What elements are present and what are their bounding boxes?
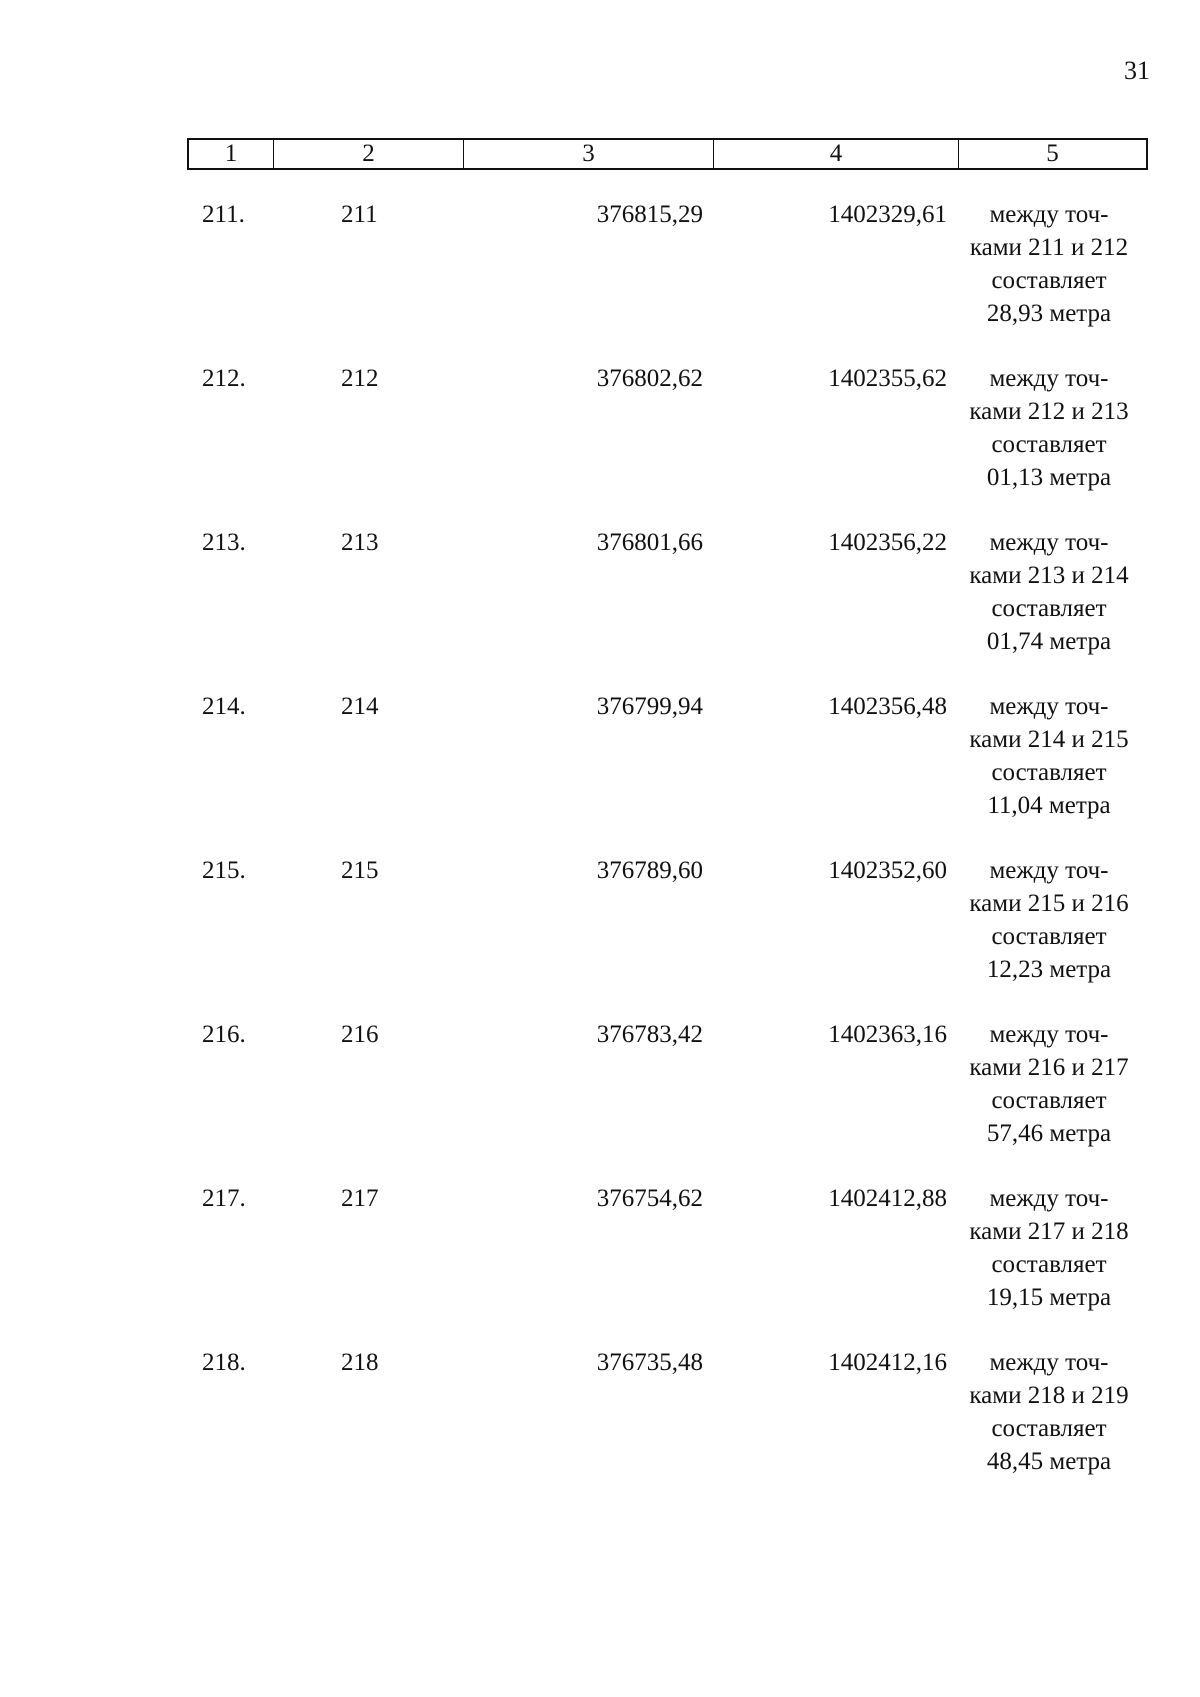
header-cell-1: 1 bbox=[189, 140, 274, 168]
table-row bbox=[0, 198, 1200, 362]
coordinate-y: 1402329,61 bbox=[828, 201, 947, 228]
description-line: 12,23 метра bbox=[986, 956, 1112, 983]
coordinate-x: 376801,66 bbox=[596, 529, 703, 556]
distance-description bbox=[955, 1182, 1143, 1314]
description-line: составляет bbox=[991, 1415, 1107, 1442]
description-line: 48,45 метра bbox=[986, 1448, 1112, 1475]
description-line: 01,13 метра bbox=[986, 464, 1112, 491]
description-line: ками 215 и 216 bbox=[969, 890, 1129, 917]
description-line: ками 216 и 217 bbox=[969, 1054, 1129, 1081]
description-line: между точ- bbox=[989, 693, 1109, 720]
coordinate-x: 376754,62 bbox=[596, 1185, 703, 1212]
row-number: 217. bbox=[202, 1185, 246, 1212]
coordinate-x: 376799,94 bbox=[596, 693, 703, 720]
distance-description bbox=[955, 1018, 1143, 1150]
table-body bbox=[0, 198, 1200, 1510]
distance-description bbox=[955, 1346, 1143, 1478]
coordinate-y: 1402412,16 bbox=[828, 1349, 947, 1376]
distance-description bbox=[955, 198, 1143, 330]
distance-description bbox=[955, 526, 1143, 658]
table-row bbox=[0, 1346, 1200, 1510]
coordinate-y: 1402356,22 bbox=[828, 529, 947, 556]
row-number: 215. bbox=[202, 857, 246, 884]
description-line: составляет bbox=[991, 431, 1107, 458]
row-number: 212. bbox=[202, 365, 246, 392]
description-line: ками 211 и 212 bbox=[969, 234, 1129, 261]
row-number: 218. bbox=[202, 1349, 246, 1376]
header-cell-2: 2 bbox=[274, 140, 464, 168]
table-row bbox=[0, 690, 1200, 854]
point-id: 211 bbox=[341, 201, 378, 228]
description-line: 19,15 метра bbox=[986, 1284, 1112, 1311]
header-cell-4: 4 bbox=[714, 140, 959, 168]
table-row bbox=[0, 1182, 1200, 1346]
description-line: между точ- bbox=[989, 365, 1109, 392]
coordinate-y: 1402356,48 bbox=[828, 693, 947, 720]
description-line: ками 212 и 213 bbox=[969, 398, 1129, 425]
coordinate-y: 1402363,16 bbox=[828, 1021, 947, 1048]
description-line: составляет bbox=[991, 595, 1107, 622]
table-row bbox=[0, 854, 1200, 1018]
description-line: составляет bbox=[991, 1251, 1107, 1278]
point-id: 213 bbox=[341, 529, 379, 556]
description-line: 01,74 метра bbox=[986, 628, 1112, 655]
description-line: между точ- bbox=[989, 1349, 1109, 1376]
coordinate-x: 376789,60 bbox=[596, 857, 703, 884]
distance-description bbox=[955, 690, 1143, 822]
description-line: составляет bbox=[991, 923, 1107, 950]
row-number: 216. bbox=[202, 1021, 246, 1048]
table-row bbox=[0, 362, 1200, 526]
description-line: составляет bbox=[991, 267, 1107, 294]
table-header bbox=[187, 138, 1148, 170]
description-line: составляет bbox=[991, 759, 1107, 786]
point-id: 217 bbox=[341, 1185, 379, 1212]
row-number: 213. bbox=[202, 529, 246, 556]
description-line: составляет bbox=[991, 1087, 1107, 1114]
coordinate-x: 376815,29 bbox=[596, 201, 703, 228]
header-cell-5: 5 bbox=[1046, 140, 1059, 167]
point-id: 214 bbox=[341, 693, 379, 720]
distance-description bbox=[955, 362, 1143, 494]
description-line: между точ- bbox=[989, 857, 1109, 884]
coordinate-x: 376802,62 bbox=[596, 365, 703, 392]
description-line: 11,04 метра bbox=[987, 792, 1111, 819]
description-line: между точ- bbox=[989, 1021, 1109, 1048]
description-line: 57,46 метра bbox=[986, 1120, 1112, 1147]
description-line: ками 217 и 218 bbox=[969, 1218, 1129, 1245]
coordinate-x: 376735,48 bbox=[596, 1349, 703, 1376]
row-number: 211. bbox=[202, 201, 245, 228]
point-id: 212 bbox=[341, 365, 379, 392]
description-line: ками 218 и 219 bbox=[969, 1382, 1129, 1409]
description-line: между точ- bbox=[989, 529, 1109, 556]
table-row bbox=[0, 526, 1200, 690]
distance-description bbox=[955, 854, 1143, 986]
header-cell-3: 3 bbox=[464, 140, 714, 168]
description-line: между точ- bbox=[989, 1185, 1109, 1212]
description-line: 28,93 метра bbox=[986, 300, 1112, 327]
description-line: ками 213 и 214 bbox=[969, 562, 1129, 589]
point-id: 216 bbox=[341, 1021, 379, 1048]
table-row bbox=[0, 1018, 1200, 1182]
point-id: 215 bbox=[341, 857, 379, 884]
coordinate-y: 1402412,88 bbox=[828, 1185, 947, 1212]
coordinate-y: 1402355,62 bbox=[828, 365, 947, 392]
coordinate-x: 376783,42 bbox=[596, 1021, 703, 1048]
description-line: ками 214 и 215 bbox=[969, 726, 1129, 753]
description-line: между точ- bbox=[989, 201, 1109, 228]
point-id: 218 bbox=[341, 1349, 379, 1376]
row-number: 214. bbox=[202, 693, 246, 720]
coordinate-y: 1402352,60 bbox=[828, 857, 947, 884]
page-number: 31 bbox=[1124, 56, 1150, 85]
